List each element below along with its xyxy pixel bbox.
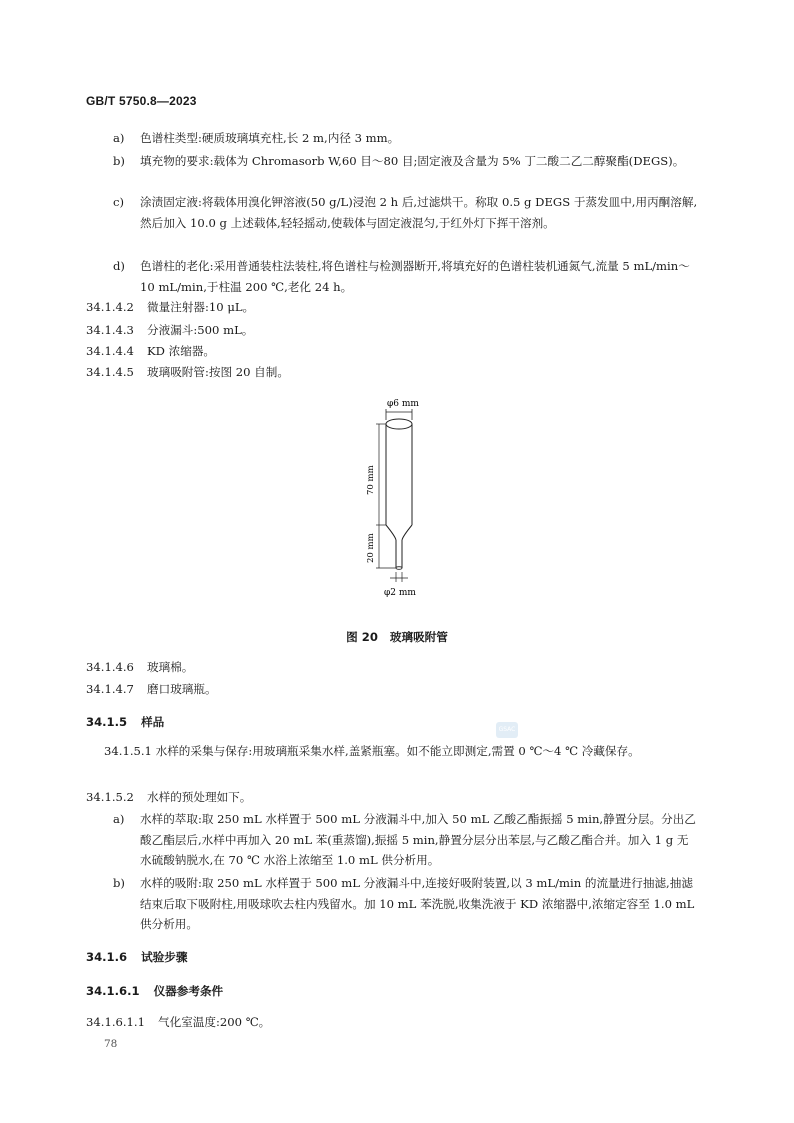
clause-number: 34.1.4.4 xyxy=(86,344,134,358)
watermark-logo: GSAC xyxy=(496,722,518,738)
list-text: 填充物的要求:载体为 Chromasorb W,60 目～80 目;固定液及含量为 5% 丁二酸二乙二醇聚酯(DEGS)。 xyxy=(140,154,685,168)
clause-number: 34.1.4.3 xyxy=(86,323,134,337)
section-number: 34.1.5 xyxy=(86,715,128,729)
dim-length-lower: 20 mm xyxy=(366,533,376,563)
list-text: 涂渍固定液:将载体用溴化钾溶液(50 g/L)浸泡 2 h 后,过滤烘干。称取 0.5 g DEGS 于蒸发皿中,用丙酮溶解,然后加入 10.0 g 上述载体,轻轻摇动,使载体与固定液混匀,于红外灯下挥干溶剂。 xyxy=(140,195,698,230)
figure-title: 玻璃吸附管 xyxy=(389,630,448,644)
subsection-heading xyxy=(86,983,223,999)
figure-number: 图 20 xyxy=(346,630,378,644)
section-heading xyxy=(86,714,164,730)
clause-number: 34.1.5.2 xyxy=(86,790,134,804)
clause-number: 34.1.4.2 xyxy=(86,300,134,314)
clause-text: 分液漏斗:500 mL。 xyxy=(147,323,254,337)
clause-text: 玻璃棉。 xyxy=(147,660,194,674)
dim-diameter-bottom: φ2 mm xyxy=(384,588,416,598)
list-label: b) xyxy=(113,876,125,890)
adsorption-tube-figure xyxy=(340,390,460,605)
clause-paragraph: 34.1.5.1 水样的采集与保存:用玻璃瓶采集水样,盖紧瓶塞。如不能立即测定,需置 0 ℃～4 ℃ 冷藏保存。 xyxy=(104,744,640,758)
list-text: 水样的萃取:取 250 mL 水样置于 500 mL 分液漏斗中,加入 50 mL 乙酸乙酯振摇 5 min,静置分层。分出乙酸乙酯层后,水样中再加入 20 mL 苯(重蒸馏),振摇 5 min,静置分层分出苯层,与乙酸乙酯合并。加入 1 g 无水硫酸钠脱水,在 70 ℃ 水浴上浓缩至 1.0 mL 供分析用。 xyxy=(140,812,696,867)
section-number: 34.1.6.1 xyxy=(86,984,140,998)
list-label: d) xyxy=(113,259,125,273)
section-heading xyxy=(86,949,187,965)
section-title: 仪器参考条件 xyxy=(153,984,224,998)
clause-number: 34.1.4.6 xyxy=(86,660,134,674)
clause-number: 34.1.6.1.1 xyxy=(86,1015,145,1029)
list-label: c) xyxy=(113,195,125,209)
list-label: b) xyxy=(113,154,125,168)
clause-text: 玻璃吸附管:按图 20 自制。 xyxy=(147,365,289,379)
dim-diameter-top: φ6 mm xyxy=(387,399,419,409)
list-label: a) xyxy=(113,131,125,145)
list-text: 水样的吸附:取 250 mL 水样置于 500 mL 分液漏斗中,连接好吸附装置,以 3 mL/min 的流量进行抽滤,抽滤结束后取下吸附柱,用吸球吹去柱内残留水。加 10 mL 苯洗脱,收集洗液于 KD 浓缩器中,浓缩定容至 1.0 mL 供分析用。 xyxy=(140,876,695,931)
clause-text: 微量注射器:10 μL。 xyxy=(147,300,255,314)
clause-text: KD 浓缩器。 xyxy=(147,344,216,358)
list-text: 色谱柱的老化:采用普通装柱法装柱,将色谱柱与检测器断开,将填充好的色谱柱装机通氮气,流量 5 mL/min～10 mL/min,于柱温 200 ℃,老化 24 h。 xyxy=(140,259,690,294)
section-title: 样品 xyxy=(141,715,165,729)
clause-number: 34.1.4.5 xyxy=(86,365,134,379)
clause-number: 34.1.4.7 xyxy=(86,682,134,696)
section-title: 试验步骤 xyxy=(141,950,188,964)
list-label: a) xyxy=(113,812,125,826)
clause-text: 水样的预处理如下。 xyxy=(147,790,252,804)
list-text: 色谱柱类型:硬质玻璃填充柱,长 2 m,内径 3 mm。 xyxy=(140,131,400,145)
section-number: 34.1.6 xyxy=(86,950,128,964)
dim-length-upper: 70 mm xyxy=(366,465,376,495)
standard-number: GB/T 5750.8—2023 xyxy=(86,94,197,108)
figure-caption xyxy=(0,629,794,645)
clause-text: 磨口玻璃瓶。 xyxy=(147,682,217,696)
clause-text: 气化室温度:200 ℃。 xyxy=(158,1015,271,1029)
page-number: 78 xyxy=(104,1038,118,1050)
